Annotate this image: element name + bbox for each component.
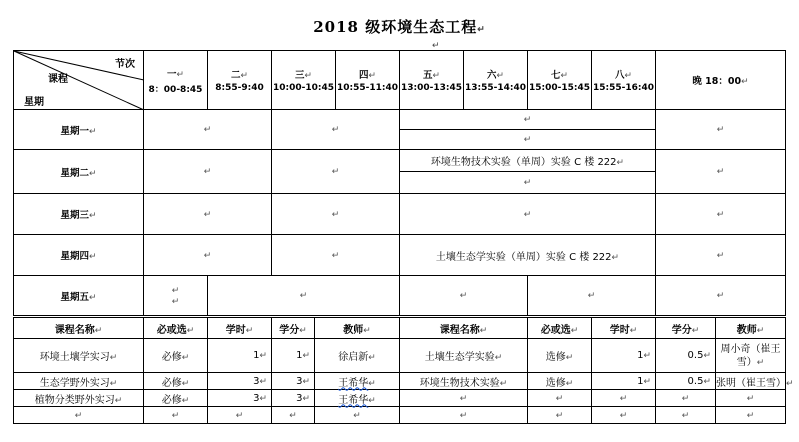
schedule-table xyxy=(13,50,786,316)
period-header: 七↵ 15:00-15:45 xyxy=(528,51,592,110)
empty-cell: ↵ xyxy=(528,390,592,407)
col-header: 学分↵ xyxy=(656,318,716,339)
empty-cell: ↵ xyxy=(208,407,272,424)
col-header: 教师↵ xyxy=(716,318,786,339)
empty-cell: ↵ xyxy=(656,110,786,150)
empty-cell: ↵ xyxy=(400,390,528,407)
day-label: 星期四↵ xyxy=(14,235,144,276)
course-type: 必修↵ xyxy=(144,339,208,373)
header-course-label: 课程 xyxy=(48,74,68,85)
empty-cell: ↵ xyxy=(272,194,400,235)
empty-cell: ↵ xyxy=(208,276,400,316)
empty-cell: ↵ xyxy=(528,407,592,424)
course-name: 环境土壤学实习↵ xyxy=(14,339,144,373)
empty-cell: ↵ xyxy=(144,194,272,235)
table-row xyxy=(14,390,786,407)
empty-cell: ↵ xyxy=(400,194,656,235)
course-credits: 0.5↵ xyxy=(656,339,716,373)
empty-cell: ↵ xyxy=(400,110,656,130)
period-header: 二↵ 8:55-9:40 xyxy=(208,51,272,110)
table-row xyxy=(14,339,786,373)
col-header: 教师↵ xyxy=(315,318,400,339)
header-period-label: 节次 xyxy=(115,59,135,70)
period-header: 一↵ 8：00-8:45 xyxy=(144,51,208,110)
course-teacher: 王希华↵ xyxy=(315,390,400,407)
empty-cell: ↵ xyxy=(716,390,786,407)
empty-cell: ↵ xyxy=(400,172,656,194)
empty-cell: ↵ xyxy=(592,407,656,424)
course-type: 选修↵ xyxy=(528,373,592,390)
course-header-row xyxy=(14,318,786,339)
day-label: 星期五↵ xyxy=(14,276,144,316)
header-weekday-label: 星期 xyxy=(24,97,44,108)
course-credits: 3↵ xyxy=(272,373,315,390)
day-label: 星期一↵ xyxy=(14,110,144,150)
course-credits: 1↵ xyxy=(272,339,315,373)
lab-cell-tuesday: 环境生物技术实验（单周）实验 C 楼 222↵ xyxy=(400,150,656,172)
period-header: 三↵ 10:00-10:45 xyxy=(272,51,336,110)
empty-cell: ↵ xyxy=(144,235,272,276)
empty-cell: ↵ xyxy=(528,276,656,316)
empty-cell: ↵ xyxy=(144,407,208,424)
course-teacher: 张明（崔王雪）↵ xyxy=(716,373,786,390)
empty-cell: ↵ xyxy=(400,276,528,316)
empty-cell: ↵ xyxy=(400,130,656,150)
period-header: 六↵ 13:55-14:40 xyxy=(464,51,528,110)
course-hours: 1↵ xyxy=(208,339,272,373)
course-credits: 3↵ xyxy=(272,390,315,407)
col-header: 课程名称↵ xyxy=(400,318,528,339)
empty-cell: ↵ ↵ xyxy=(144,276,208,316)
empty-cell: ↵ xyxy=(656,390,716,407)
course-name: 生态学野外实习↵ xyxy=(14,373,144,390)
col-header: 必或选↵ xyxy=(528,318,592,339)
course-type: 必修↵ xyxy=(144,373,208,390)
course-credits: 0.5↵ xyxy=(656,373,716,390)
course-hours: 3↵ xyxy=(208,373,272,390)
empty-cell: ↵ xyxy=(592,390,656,407)
course-hours: 1↵ xyxy=(592,339,656,373)
period-header: 四↵ 10:55-11:40 xyxy=(336,51,400,110)
day-label: 星期二↵ xyxy=(14,150,144,194)
empty-cell: ↵ xyxy=(272,150,400,194)
empty-cell: ↵ xyxy=(144,150,272,194)
diagonal-header-cell xyxy=(14,51,144,110)
course-teacher: 王希华↵ xyxy=(315,373,400,390)
empty-cell: ↵ xyxy=(272,110,400,150)
course-hours: 1↵ xyxy=(592,373,656,390)
col-header: 学时↵ xyxy=(208,318,272,339)
day-label: 星期三↵ xyxy=(14,194,144,235)
lab-cell-thursday: 土壤生态学实验（单周）实验 C 楼 222↵ xyxy=(400,235,656,276)
empty-cell: ↵ xyxy=(272,235,400,276)
col-header: 课程名称↵ xyxy=(14,318,144,339)
empty-cell: ↵ xyxy=(656,194,786,235)
course-teacher: 周小奇（崔王雪）↵ xyxy=(716,339,786,373)
course-hours: 3↵ xyxy=(208,390,272,407)
course-name: 植物分类野外实习↵ xyxy=(14,390,144,407)
empty-cell: ↵ xyxy=(656,276,786,316)
empty-cell: ↵ xyxy=(272,407,315,424)
empty-cell: ↵ xyxy=(315,407,400,424)
course-name: 环境生物技术实验↵ xyxy=(400,373,528,390)
empty-cell: ↵ xyxy=(716,407,786,424)
empty-cell: ↵ xyxy=(144,110,272,150)
empty-cell: ↵ xyxy=(656,235,786,276)
table-row xyxy=(14,407,786,424)
table-row xyxy=(14,373,786,390)
col-header: 学分↵ xyxy=(272,318,315,339)
evening-header: 晚 18：00↵ xyxy=(656,51,786,110)
period-header: 八↵ 15:55-16:40 xyxy=(592,51,656,110)
empty-cell: ↵ xyxy=(400,407,528,424)
empty-cell: ↵ xyxy=(14,407,144,424)
course-type: 必修↵ xyxy=(144,390,208,407)
course-table xyxy=(13,317,794,424)
empty-cell: ↵ xyxy=(656,150,786,194)
paragraph-mark: ↵ xyxy=(432,40,440,50)
empty-cell: ↵ xyxy=(656,407,716,424)
course-teacher: 徐启新↵ xyxy=(315,339,400,373)
schedule-header-row xyxy=(14,51,786,110)
col-header: 必或选↵ xyxy=(144,318,208,339)
page-title: 2018 级环境生态工程↵ xyxy=(313,18,486,36)
course-type: 选修↵ xyxy=(528,339,592,373)
col-header: 学时↵ xyxy=(592,318,656,339)
period-header: 五↵ 13:00-13:45 xyxy=(400,51,464,110)
course-name: 土壤生态学实验↵ xyxy=(400,339,528,373)
